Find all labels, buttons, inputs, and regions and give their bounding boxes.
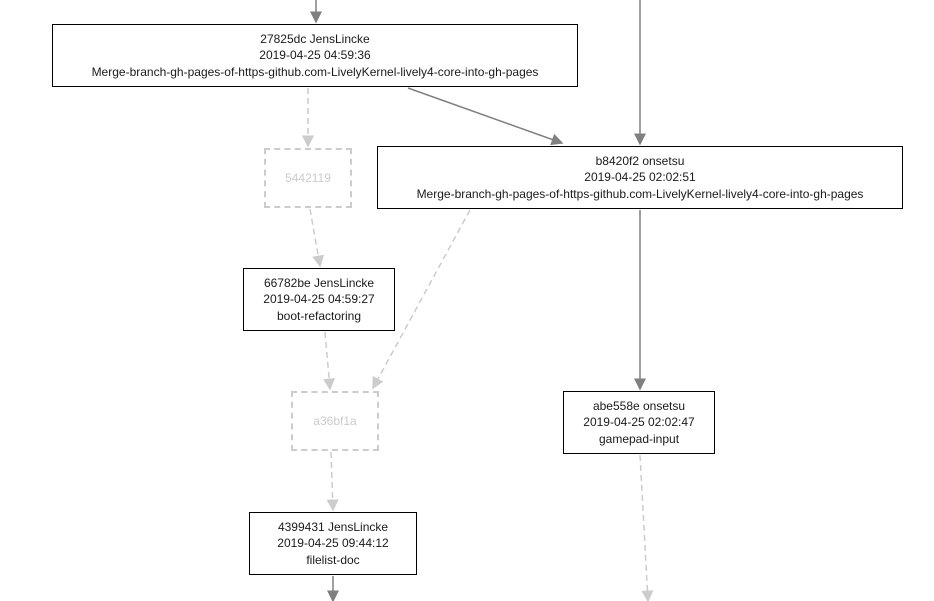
commit-node-a36bf1a[interactable]: [291, 391, 379, 451]
commit-node-abe558e[interactable]: [563, 391, 715, 454]
edge-abe558e-to-bottom-outlet-1: [640, 455, 648, 601]
commit-node-line: a36bf1a: [313, 413, 357, 428]
commit-node-line: 2019-04-25 02:02:47: [583, 415, 695, 430]
commit-node-line: b8420f2 onsetsu: [595, 154, 685, 169]
commit-node-line: boot-refactoring: [276, 308, 362, 323]
edge-27825dc-to-b8420f2: [408, 88, 562, 143]
commit-node-line: 2019-04-25 04:59:36: [259, 48, 371, 63]
commit-node-66782be[interactable]: [243, 268, 395, 331]
commit-node-27825dc[interactable]: [52, 24, 578, 87]
commit-node-line: 2019-04-25 09:44:12: [277, 536, 389, 551]
commit-node-line: 5442119: [285, 170, 331, 185]
commit-node-b8420f2[interactable]: [377, 146, 903, 209]
commit-node-5442119[interactable]: [264, 148, 352, 208]
edge-66782be-to-a36bf1a: [325, 332, 330, 389]
commit-node-line: gamepad-input: [598, 431, 680, 446]
edge-a36bf1a-to-4399431: [331, 452, 333, 510]
commit-node-line: 2019-04-25 02:02:51: [584, 170, 696, 185]
commit-node-line: Merge-branch-gh-pages-of-https-github.com-LivelyKernel-lively4-core-into-gh-pages: [416, 186, 864, 201]
commit-node-line: 27825dc JensLincke: [260, 32, 370, 47]
edge-5442119-to-66782be: [310, 209, 320, 266]
commit-node-line: 2019-04-25 04:59:27: [263, 292, 375, 307]
commit-node-line: filelist-doc: [306, 552, 360, 567]
commit-node-4399431[interactable]: [249, 512, 417, 575]
commit-node-line: 4399431 JensLincke: [277, 520, 389, 535]
commit-node-line: Merge-branch-gh-pages-of-https-github.com-LivelyKernel-lively4-core-into-gh-pages: [91, 64, 539, 79]
commit-node-line: 66782be JensLincke: [263, 276, 375, 291]
commit-node-line: abe558e onsetsu: [592, 399, 686, 414]
